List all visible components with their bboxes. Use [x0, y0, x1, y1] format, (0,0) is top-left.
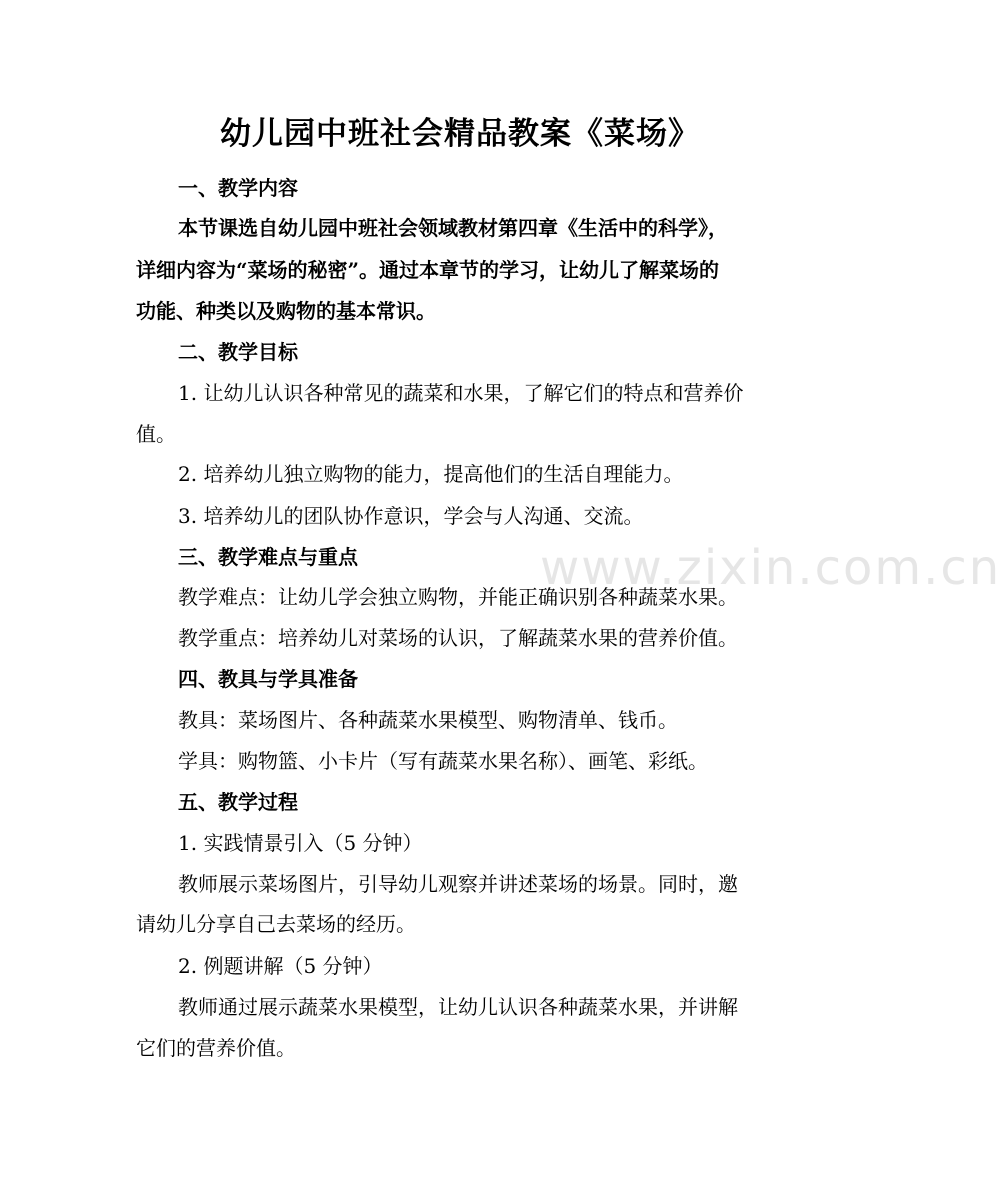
- learning-tools-line: 学具：购物篮、小卡片（写有蔬菜水果名称）、画笔、彩纸。: [178, 749, 708, 773]
- paragraph-line: 详细内容为“菜场的秘密”。通过本章节的学习，让幼儿了解菜场的: [136, 258, 720, 282]
- teaching-aids-line: 教具：菜场图片、各种蔬菜水果模型、购物清单、钱币。: [178, 708, 678, 732]
- section-heading-goals: 二、教学目标: [178, 340, 298, 364]
- paragraph-line: 教师通过展示蔬菜水果模型，让幼儿认识各种蔬菜水果，并讲解: [178, 995, 738, 1019]
- goal-item: 1. 让幼儿认识各种常见的蔬菜和水果，了解它们的特点和营养价: [178, 381, 744, 405]
- paragraph-line: 它们的营养价值。: [136, 1036, 296, 1060]
- paragraph-line: 功能、种类以及购物的基本常识。: [136, 299, 436, 323]
- goal-item-continued: 值。: [136, 422, 176, 446]
- paragraph-line: 请幼儿分享自己去菜场的经历。: [136, 912, 416, 936]
- difficulty-line: 教学难点：让幼儿学会独立购物，并能正确识别各种蔬菜水果。: [178, 585, 738, 609]
- paragraph-line: 教师展示菜场图片，引导幼儿观察并讲述菜场的场景。同时，邀: [178, 872, 738, 896]
- goal-item: 2. 培养幼儿独立购物的能力，提高他们的生活自理能力。: [178, 462, 684, 486]
- section-heading-key-points: 三、教学难点与重点: [178, 545, 358, 569]
- goal-item: 3. 培养幼儿的团队协作意识，学会与人沟通、交流。: [178, 504, 644, 528]
- watermark: www.zixin.com.cn: [540, 540, 1001, 596]
- document-title: 幼儿园中班社会精品教案《菜场》: [220, 116, 700, 152]
- process-step: 1. 实践情景引入（5 分钟）: [178, 831, 423, 855]
- focus-line: 教学重点：培养幼儿对菜场的认识，了解蔬菜水果的营养价值。: [178, 626, 738, 650]
- section-heading-content: 一、教学内容: [178, 176, 298, 200]
- section-heading-process: 五、教学过程: [178, 790, 298, 814]
- process-step: 2. 例题讲解（5 分钟）: [178, 954, 383, 978]
- paragraph-line: 本节课选自幼儿园中班社会领域教材第四章《生活中的科学》，: [178, 216, 728, 240]
- section-heading-materials: 四、教具与学具准备: [178, 667, 358, 691]
